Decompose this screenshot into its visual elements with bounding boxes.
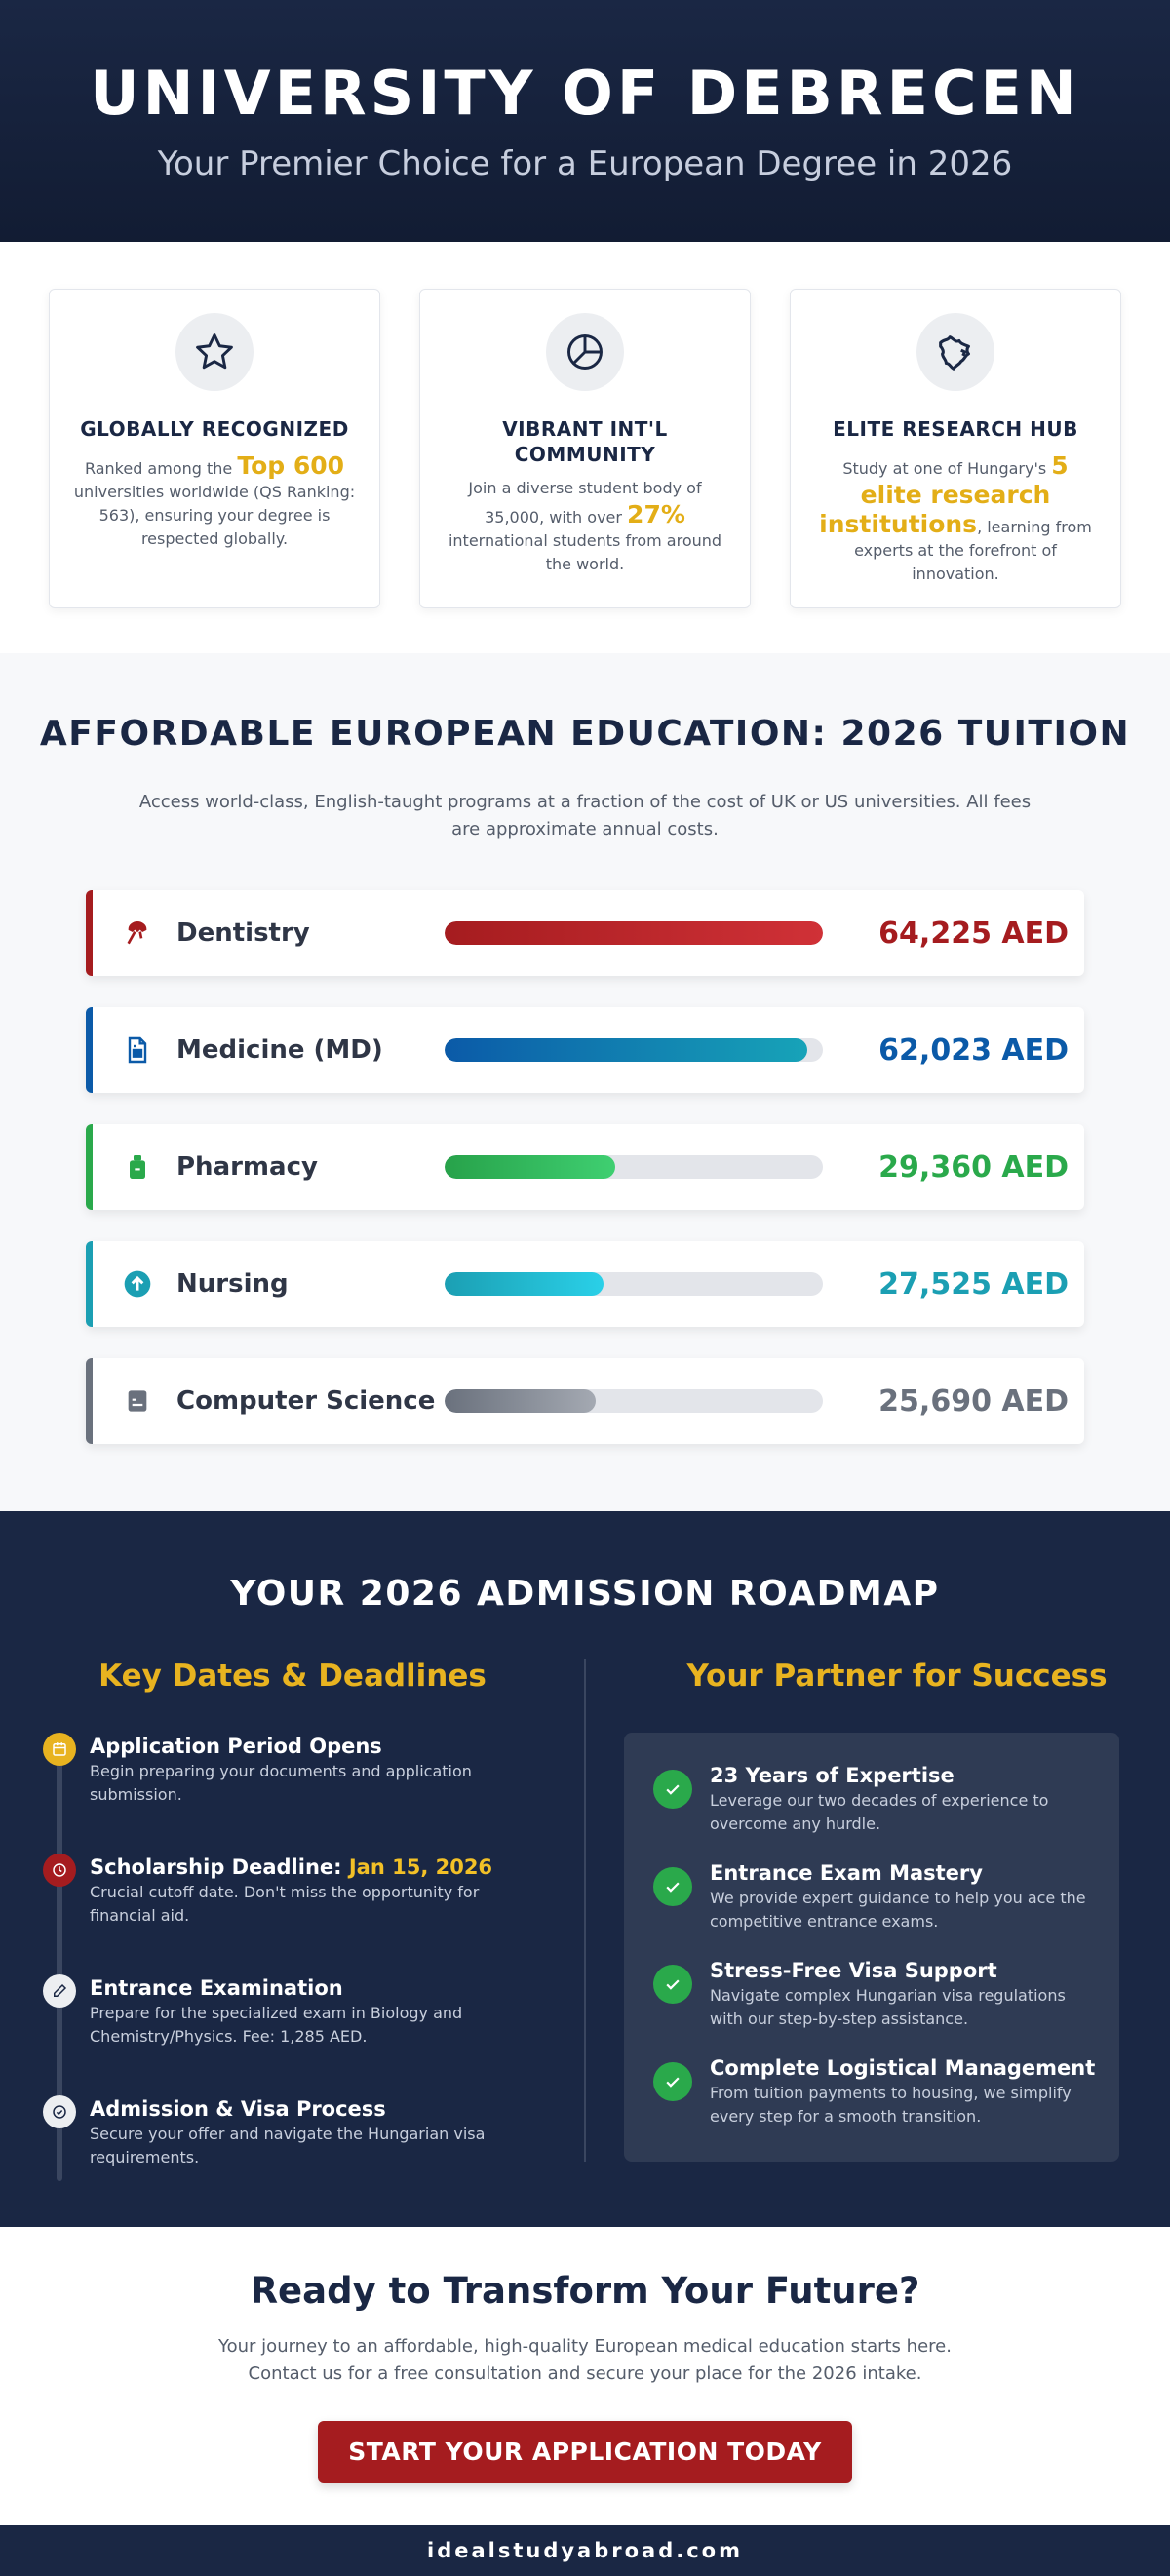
feature-card-recognized [49, 289, 380, 608]
medical-file-icon [118, 1034, 157, 1066]
cta-section [0, 2227, 1170, 2525]
hero-banner [0, 0, 1170, 242]
timeline-item [41, 1733, 585, 1854]
program-name: Nursing [176, 1269, 289, 1299]
program-row [86, 890, 1084, 976]
timeline-item-title [90, 1733, 585, 1760]
footer-website[interactable]: idealstudyabroad.com [427, 2539, 743, 2562]
partner-item-title: 23 Years of Expertise [710, 1764, 955, 1787]
feature-text: Join a diverse student body of 35,000, with over [468, 479, 702, 527]
feature-highlight: 5 elite research institutions [819, 451, 1069, 538]
key-dates-column [0, 1659, 585, 2216]
tuition-bar-fill [445, 1272, 604, 1296]
timeline-item-desc: Crucial cutoff date. Don't miss the opportunity for financial aid. [90, 1883, 480, 1925]
cta-line: Contact us for a free consultation and secure your place for the 2026 intake. [248, 2363, 922, 2384]
feature-text: international students from around the world. [448, 531, 722, 573]
partner-box [624, 1733, 1119, 2162]
timeline-item-desc: Begin preparing your documents and application submission. [90, 1762, 472, 1804]
program-price: 29,360 AED [878, 1150, 1069, 1185]
partner-item [653, 1762, 1119, 1859]
timeline-item-desc: Prepare for the specialized exam in Biology and Chemistry/Physics. Fee: 1,285 AED. [90, 2004, 463, 2046]
feature-card-research [790, 289, 1121, 608]
timeline-title-text: Scholarship Deadline: [90, 1855, 349, 1879]
partner-item-desc: We provide expert guidance to help you ace the competitive entrance exams. [710, 1889, 1086, 1931]
timeline-item-title [90, 1854, 585, 1881]
cta-text [0, 2333, 1170, 2388]
tuition-bar-track [445, 1389, 823, 1413]
checkmark-icon [653, 1770, 692, 1809]
cta-line: Your journey to an affordable, high-quality European medical education starts here. [218, 2336, 952, 2357]
program-list [86, 890, 1084, 1444]
partner-item-text [710, 2054, 1095, 2152]
checkmark-icon [653, 1965, 692, 2004]
timeline-item-title [90, 1974, 585, 2002]
roadmap-section [0, 1511, 1170, 2227]
feature-text: Study at one of Hungary's [842, 459, 1052, 478]
laptop-icon [118, 1386, 157, 1417]
timeline-item [41, 1854, 585, 1974]
timeline-item-title [90, 2095, 585, 2123]
partner-column [585, 1659, 1170, 2216]
program-row [86, 1007, 1084, 1093]
partner-item-title: Stress-Free Visa Support [710, 1959, 997, 1982]
partner-item-desc: Navigate complex Hungarian visa regulations with our step-by-step assistance. [710, 1986, 1066, 2028]
timeline-title-text: Entrance Examination [90, 1976, 343, 2000]
tuition-bar-track [445, 1272, 823, 1296]
program-price: 64,225 AED [878, 916, 1069, 951]
footer [0, 2525, 1170, 2576]
feature-text: , learning from experts at the forefront of innovation. [854, 518, 1092, 583]
pencil-icon [43, 1974, 76, 2008]
arrow-circle-icon [118, 1268, 157, 1300]
partner-item-title: Entrance Exam Mastery [710, 1861, 983, 1885]
feature-card-community [419, 289, 751, 608]
program-name: Medicine (MD) [176, 1035, 383, 1065]
program-row [86, 1124, 1084, 1210]
partner-item [653, 2054, 1119, 2152]
roadmap-title: YOUR 2026 ADMISSION ROADMAP [230, 1574, 940, 1614]
tuition-bar-track [445, 1038, 823, 1062]
feature-description [812, 451, 1099, 586]
partner-item-desc: From tuition payments to housing, we simplify every step for a smooth transition. [710, 2084, 1072, 2126]
timeline-deadline-date: Jan 15, 2026 [348, 1855, 493, 1879]
feature-title: VIBRANT INT'L COMMUNITY [502, 417, 668, 466]
timeline-item-desc: Secure your offer and navigate the Hungarian visa requirements. [90, 2125, 486, 2166]
feature-title: ELITE RESEARCH HUB [833, 417, 1078, 441]
partner-item-text [710, 1957, 1092, 2054]
feature-title: GLOBALLY RECOGNIZED [80, 417, 349, 441]
partner-title: Your Partner for Success [686, 1659, 1108, 1694]
partner-item-title: Complete Logistical Management [710, 2056, 1096, 2080]
feature-text: universities worldwide (QS Ranking: 563), ensuring your degree is respected globally. [73, 483, 356, 548]
timeline-item [41, 1974, 585, 2095]
feature-highlight: Top 600 [237, 451, 345, 480]
cta-title: Ready to Transform Your Future? [250, 2270, 920, 2312]
program-name: Dentistry [176, 918, 310, 948]
clock-icon [43, 1854, 76, 1887]
tuition-bar-fill [445, 1155, 615, 1179]
timeline-title-text: Admission & Visa Process [90, 2097, 386, 2121]
partner-item [653, 1957, 1119, 2054]
check-circle-icon [43, 2095, 76, 2128]
pie-chart-icon [546, 313, 624, 391]
tuition-bar-fill [445, 1389, 596, 1413]
tuition-bar-track [445, 921, 823, 945]
tuition-intro: Access world-class, English-taught programs at a fraction of the cost of UK or US universities. All fees are approximate annual costs. [138, 792, 1032, 839]
calendar-icon [43, 1733, 76, 1766]
key-dates-title: Key Dates & Deadlines [98, 1659, 487, 1694]
page-title: UNIVERSITY OF DEBRECEN [90, 58, 1080, 129]
partner-item-desc: Leverage our two decades of experience to overcome any hurdle. [710, 1791, 1049, 1833]
partner-item [653, 1859, 1119, 1957]
feature-text: Ranked among the [84, 459, 238, 478]
timeline-title-text: Application Period Opens [90, 1735, 382, 1758]
feature-description [442, 477, 728, 576]
tuition-section [0, 653, 1170, 1511]
tuition-bar-track [445, 1155, 823, 1179]
star-icon [176, 313, 254, 391]
program-row [86, 1358, 1084, 1444]
program-name: Pharmacy [176, 1152, 318, 1182]
program-price: 62,023 AED [878, 1033, 1069, 1068]
program-price: 25,690 AED [878, 1384, 1069, 1419]
checkmark-icon [653, 2062, 692, 2101]
timeline-item [41, 2095, 585, 2216]
checkmark-icon [653, 1867, 692, 1906]
roadmap-columns [0, 1659, 1170, 2216]
tuition-title: AFFORDABLE EUROPEAN EDUCATION: 2026 TUITION [39, 714, 1131, 754]
tooth-icon [118, 917, 157, 949]
start-application-button[interactable]: START YOUR APPLICATION TODAY [318, 2421, 852, 2483]
partner-item-text [710, 1859, 1092, 1957]
page-subtitle: Your Premier Choice for a European Degree in 2026 [157, 144, 1013, 183]
pill-bottle-icon [118, 1151, 157, 1183]
tuition-bar-fill [445, 921, 823, 945]
timeline [41, 1733, 585, 2216]
partner-item-text [710, 1762, 1092, 1859]
program-name: Computer Science [176, 1386, 436, 1416]
map-outline-icon [916, 313, 994, 391]
feature-description [71, 451, 358, 551]
program-price: 27,525 AED [878, 1267, 1069, 1302]
features-section [0, 242, 1170, 653]
program-row [86, 1241, 1084, 1327]
feature-highlight: 27% [627, 500, 685, 528]
tuition-bar-fill [445, 1038, 807, 1062]
